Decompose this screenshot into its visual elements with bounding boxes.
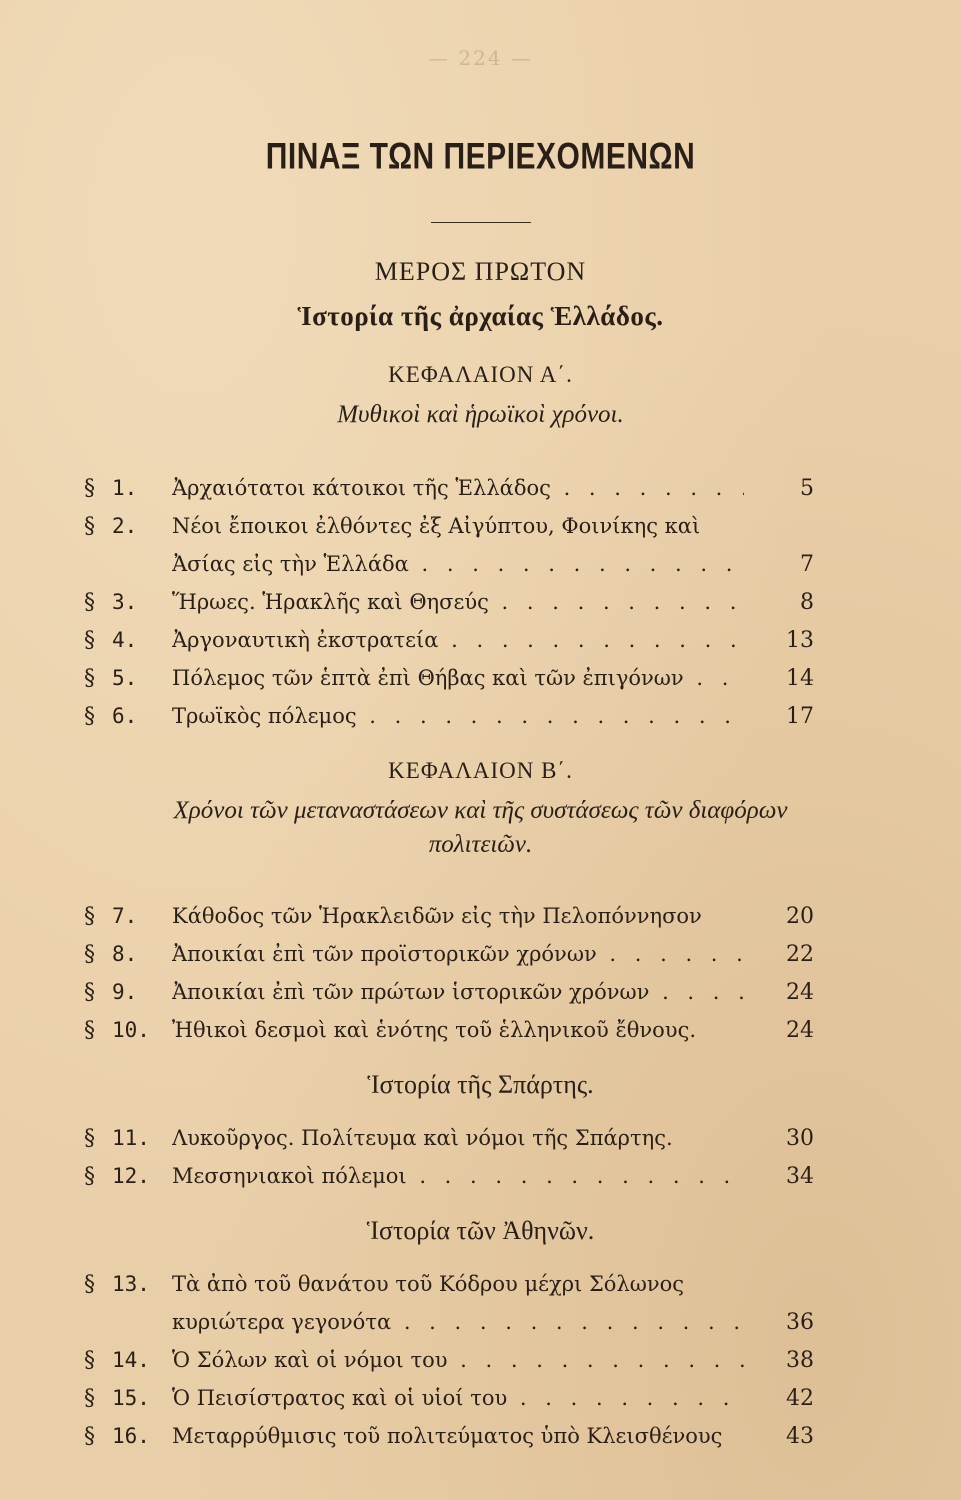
toc-entry	[84, 1158, 814, 1196]
entry-number: 3.	[112, 590, 138, 614]
chapter-a-entries	[84, 470, 814, 736]
entry-title: Ἀργοναυτικὴ ἐκστρατεία . . .	[172, 628, 744, 652]
entry-page: 42	[786, 1386, 814, 1411]
chapter-b-subtitle-line1: Χρόνοι τῶν μεταναστάσεων καὶ τῆς συστάσεως τῶν διαφόρων	[173, 797, 788, 824]
toc-entry	[84, 470, 814, 508]
toc-entry	[84, 936, 814, 974]
section-sign: §	[84, 1126, 95, 1151]
entry-page: 5	[800, 476, 814, 501]
chapter-b-title: ΚΕΦΑΛΑΙΟΝ Β΄.	[388, 758, 573, 783]
entry-page: 34	[786, 1164, 814, 1189]
entry-title: Ὁ Σόλων καὶ οἱ νόμοι του . . .	[172, 1348, 744, 1372]
entry-number: 9.	[112, 980, 138, 1004]
athens-title: Ἱστορία τῶν Ἀθηνῶν.	[366, 1216, 595, 1245]
section-sign: §	[84, 1164, 95, 1189]
entry-number: 5.	[112, 666, 138, 690]
entry-title: Ἀσίας εἰς τὴν Ἑλλάδα . . .	[172, 552, 744, 576]
sparta-title: Ἱστορία τῆς Σπάρτης.	[367, 1070, 594, 1099]
entry-number: 16.	[112, 1424, 150, 1448]
toc-entry	[84, 1342, 814, 1380]
section-sign: §	[84, 666, 95, 691]
entry-number: 7.	[112, 904, 138, 928]
chapter-a-heading	[0, 362, 961, 432]
entry-page: 24	[786, 980, 814, 1005]
section-sign: §	[84, 942, 95, 967]
entry-title: Ἠθικοὶ δεσμοὶ καὶ ἑνότης τοῦ ἑλληνικοῦ ἔθνους.	[172, 1018, 697, 1042]
chapter-b-subtitle-line2: πολιτειῶν.	[428, 831, 533, 858]
section-sign: §	[84, 476, 95, 501]
entry-number: 4.	[112, 628, 138, 652]
entry-title: Λυκοῦργος. Πολίτευμα καὶ νόμοι τῆς Σπάρτης.	[172, 1126, 673, 1150]
entry-title: Κάθοδος τῶν Ἡρακλειδῶν εἰς τὴν Πελοπόννησον	[172, 904, 702, 928]
entry-title: Ἥρωες. Ἡρακλῆς καὶ Θησεύς . . .	[172, 590, 744, 614]
entry-title: Ὁ Πεισίστρατος καὶ οἱ υἱοί του . . .	[172, 1386, 744, 1410]
toc-entry-continuation	[84, 1304, 814, 1342]
entry-page: 30	[786, 1126, 814, 1151]
faint-page-number: — 224 —	[428, 46, 533, 70]
entry-title: Ἀποικίαι ἐπὶ τῶν προϊστορικῶν χρόνων . . .	[172, 942, 744, 966]
entry-page: 24	[786, 1018, 814, 1043]
entry-title: Ἀποικίαι ἐπὶ τῶν πρώτων ἱστορικῶν χρόνων . . .	[172, 980, 744, 1004]
toc-entry	[84, 660, 814, 698]
entry-title: Πόλεμος τῶν ἑπτὰ ἐπὶ Θήβας καὶ τῶν ἐπιγόνων . . .	[172, 666, 744, 690]
chapter-a-subtitle: Μυθικοὶ καὶ ἡρωϊκοὶ χρόνοι.	[337, 401, 624, 428]
entry-number: 15.	[112, 1386, 150, 1410]
section-sign: §	[84, 904, 95, 929]
chapter-b-heading	[0, 758, 961, 862]
chapter-b-subtitle	[0, 794, 961, 862]
part-subtitle: Ἱστορία τῆς ἀρχαίας Ἑλλάδος.	[297, 301, 664, 331]
entry-number: 13.	[112, 1272, 150, 1296]
toc-entry	[84, 698, 814, 736]
toc-entry	[84, 1012, 814, 1050]
entry-title: Τὰ ἀπὸ τοῦ θανάτου τοῦ Κόδρου μέχρι Σόλωνος	[172, 1272, 685, 1296]
entry-number: 2.	[112, 514, 138, 538]
section-sign: §	[84, 1348, 95, 1373]
section-sign: §	[84, 704, 95, 729]
entry-page: 7	[800, 552, 814, 577]
toc-entry	[84, 1120, 814, 1158]
entry-title: Νέοι ἔποικοι ἐλθόντες ἐξ Αἰγύπτου, Φοινίκης καὶ	[172, 514, 701, 538]
entry-number: 10.	[112, 1018, 150, 1042]
chapter-a-title: ΚΕΦΑΛΑΙΟΝ Α΄.	[388, 362, 573, 387]
table-of-contents-title: ΠΙΝΑΞ ΤΩΝ ΠΕΡΙΕΧΟΜΕΝΩΝ	[265, 135, 696, 177]
chapter-b-entries	[84, 898, 814, 1050]
section-sign: §	[84, 1386, 95, 1411]
sparta-entries	[84, 1120, 814, 1196]
section-sign: §	[84, 980, 95, 1005]
entry-number: 11.	[112, 1126, 150, 1150]
entry-page: 36	[786, 1310, 814, 1335]
entry-page: 38	[786, 1348, 814, 1373]
toc-entry-continuation	[84, 546, 814, 584]
toc-entry	[84, 622, 814, 660]
entry-page: 14	[786, 666, 814, 691]
entry-page: 8	[800, 590, 814, 615]
entry-page: 22	[786, 942, 814, 967]
toc-entry	[84, 584, 814, 622]
entry-page: 20	[786, 904, 814, 929]
athens-entries	[84, 1266, 814, 1456]
toc-entry	[84, 1380, 814, 1418]
entry-number: 6.	[112, 704, 138, 728]
section-sign: §	[84, 514, 95, 539]
sparta-heading	[0, 1070, 961, 1100]
entry-page: 13	[786, 628, 814, 653]
toc-entry	[84, 508, 814, 546]
section-sign: §	[84, 1424, 95, 1449]
entry-page: 43	[786, 1424, 814, 1449]
athens-heading	[0, 1216, 961, 1246]
part-title: ΜΕΡΟΣ ΠΡΩΤΟΝ	[374, 257, 587, 286]
entry-title: Ἀρχαιότατοι κάτοικοι τῆς Ἑλλάδος . . .	[172, 476, 744, 500]
section-sign: §	[84, 1272, 95, 1297]
toc-entry	[84, 974, 814, 1012]
toc-entry	[84, 1418, 814, 1456]
entry-number: 14.	[112, 1348, 150, 1372]
entry-number: 8.	[112, 942, 138, 966]
entry-page: 17	[786, 704, 814, 729]
toc-entry	[84, 898, 814, 936]
entry-title: Μεταρρύθμισις τοῦ πολιτεύματος ὑπὸ Κλεισθένους	[172, 1424, 723, 1448]
toc-entry	[84, 1266, 814, 1304]
entry-number: 12.	[112, 1164, 150, 1188]
section-sign: §	[84, 1018, 95, 1043]
entry-title: κυριώτερα γεγονότα . . .	[172, 1310, 744, 1334]
document-header	[0, 135, 961, 332]
section-sign: §	[84, 628, 95, 653]
entry-title: Μεσσηνιακοὶ πόλεμοι . . .	[172, 1164, 744, 1188]
entry-title: Τρωϊκὸς πόλεμος . . .	[172, 704, 744, 728]
section-sign: §	[84, 590, 95, 615]
title-divider	[431, 222, 531, 223]
entry-number: 1.	[112, 476, 138, 500]
